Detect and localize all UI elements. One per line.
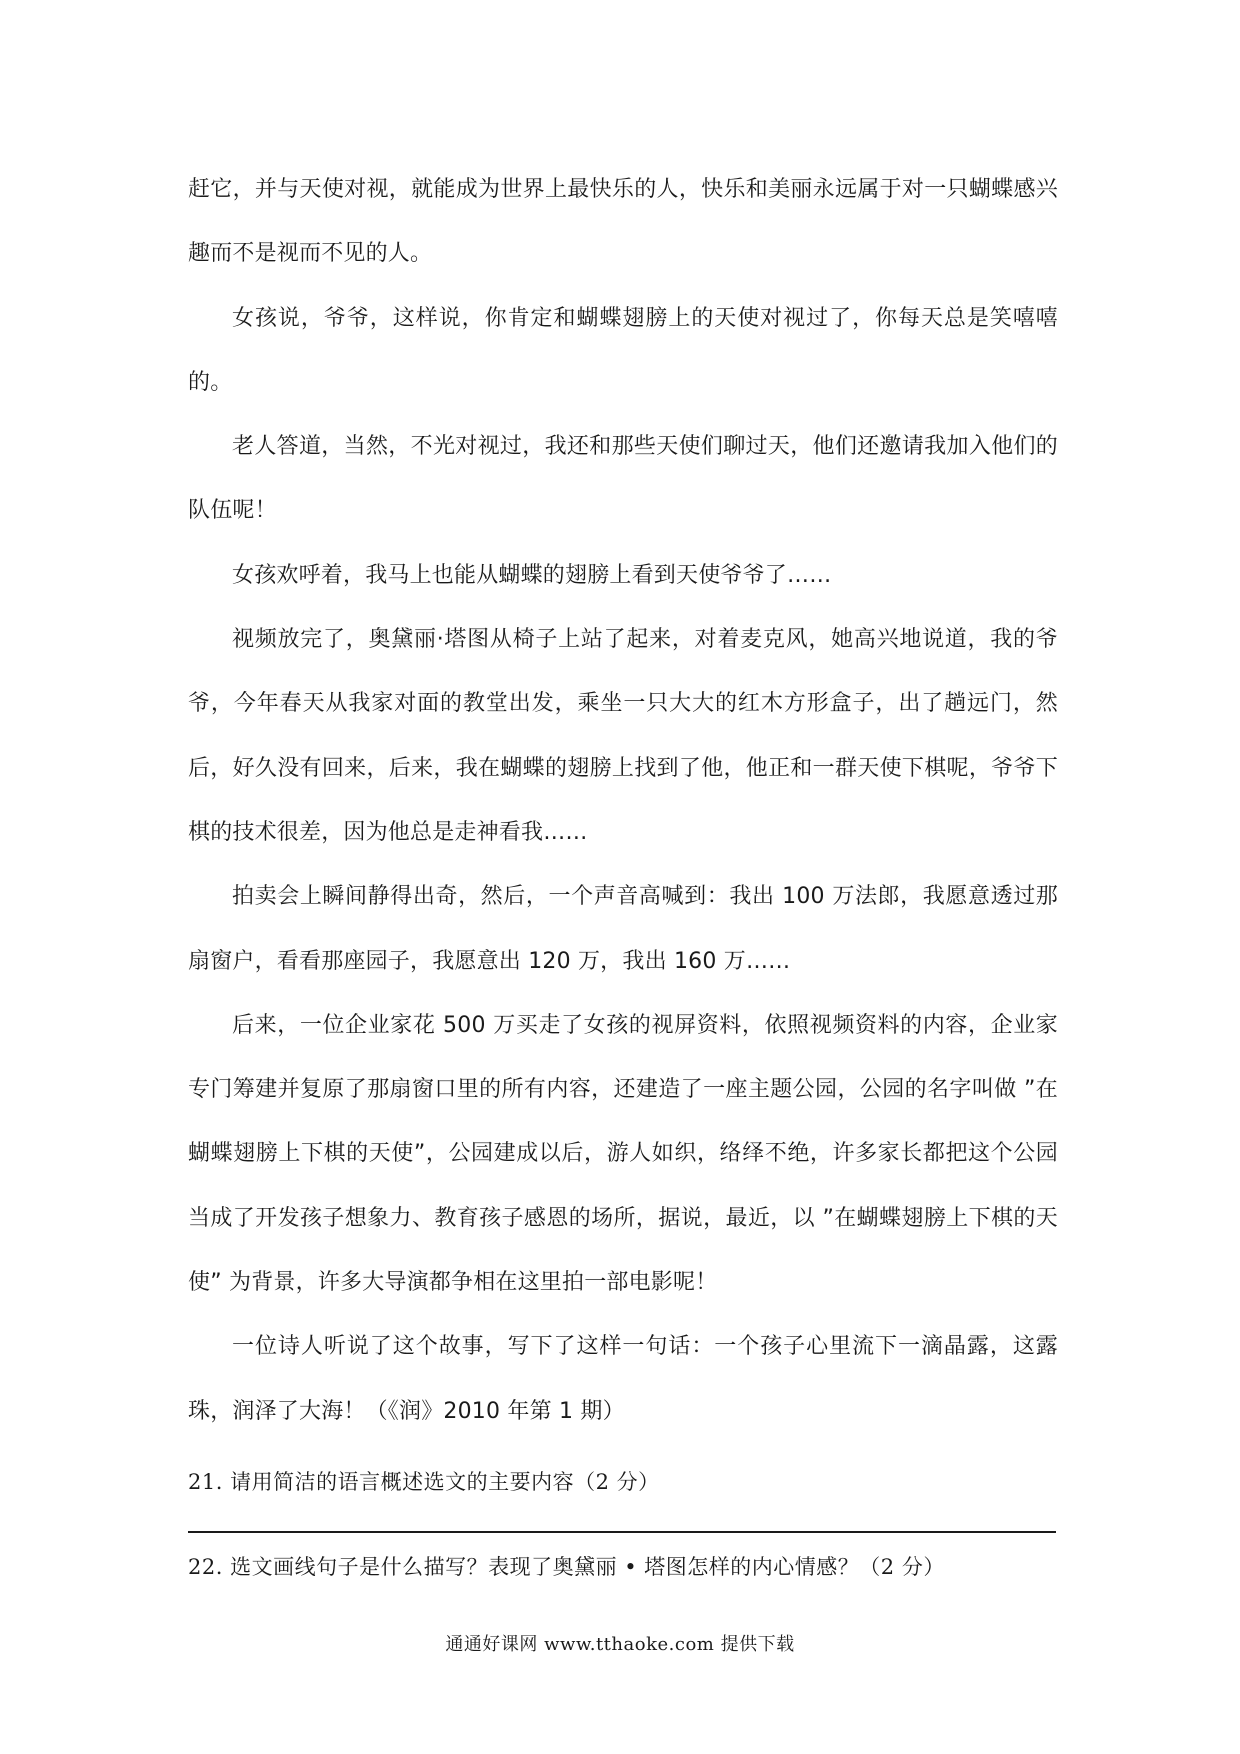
passage-paragraph-5: 视频放完了，奥黛丽·塔图从椅子上站了起来，对着麦克风，她高兴地说道，我的爷爷，今年春天从我家对面的教堂出发，乘坐一只大大的红木方形盒子，出了趟远门，然后，好久没有回来，后来，我在蝴蝶的翅膀上找到了他，他正和一群天使下棋呢，爷爷下棋的技术很差，因为他总是走神看我…… [188, 627, 1058, 845]
passage-paragraph-2: 女孩说，爷爷，这样说，你肯定和蝴蝶翅膀上的天使对视过了，你每天总是笑嘻嘻的。 [188, 305, 1058, 395]
passage-paragraph-4: 女孩欢呼着，我马上也能从蝴蝶的翅膀上看到天使爷爷了…… [232, 562, 832, 588]
page-footer: 通通好课网 www.tthaoke.com 提供下载 [445, 1634, 795, 1655]
passage-paragraph-6: 拍卖会上瞬间静得出奇，然后，一个声音高喊到：我出 100 万法郎，我愿意透过那扇窗户，看看那座园子，我愿意出 120 万，我出 160 万…… [188, 884, 1058, 974]
passage-paragraph-3: 老人答道，当然，不光对视过，我还和那些天使们聊过天，他们还邀请我加入他们的队伍呢！ [188, 434, 1058, 524]
answer-line-21 [188, 1531, 1056, 1533]
passage-paragraph-8: 一位诗人听说了这个故事，写下了这样一句话：一个孩子心里流下一滴晶露，这露珠，润泽了大海！（《润》2010 年第 1 期） [188, 1334, 1058, 1424]
passage-body [188, 158, 1058, 1444]
passage-paragraph-1: 赶它，并与天使对视，就能成为世界上最快乐的人，快乐和美丽永远属于对一只蝴蝶感兴趣而不是视而不见的人。 [188, 177, 1058, 267]
passage-paragraph-7: 后来，一位企业家花 500 万买走了女孩的视屏资料，依照视频资料的内容，企业家专门筹建并复原了那扇窗口里的所有内容，还建造了一座主题公园，公园的名字叫做 ”在蝴蝶翅膀上下棋的天使”，公园建成以后，游人如织，络绎不绝，许多家长都把这个公园当成了开发孩子想象力、教育孩子感恩的场所，据说，最近，以 ”在蝴蝶翅膀上下棋的天使” 为背景，许多大导演都争相在这里拍一部电影呢！ [188, 1012, 1058, 1296]
question-22: 22. 选文画线句子是什么描写？表现了奥黛丽 • 塔图怎样的内心情感？（2 分） [188, 1555, 945, 1579]
question-21: 21. 请用简洁的语言概述选文的主要内容（2 分） [188, 1470, 660, 1494]
